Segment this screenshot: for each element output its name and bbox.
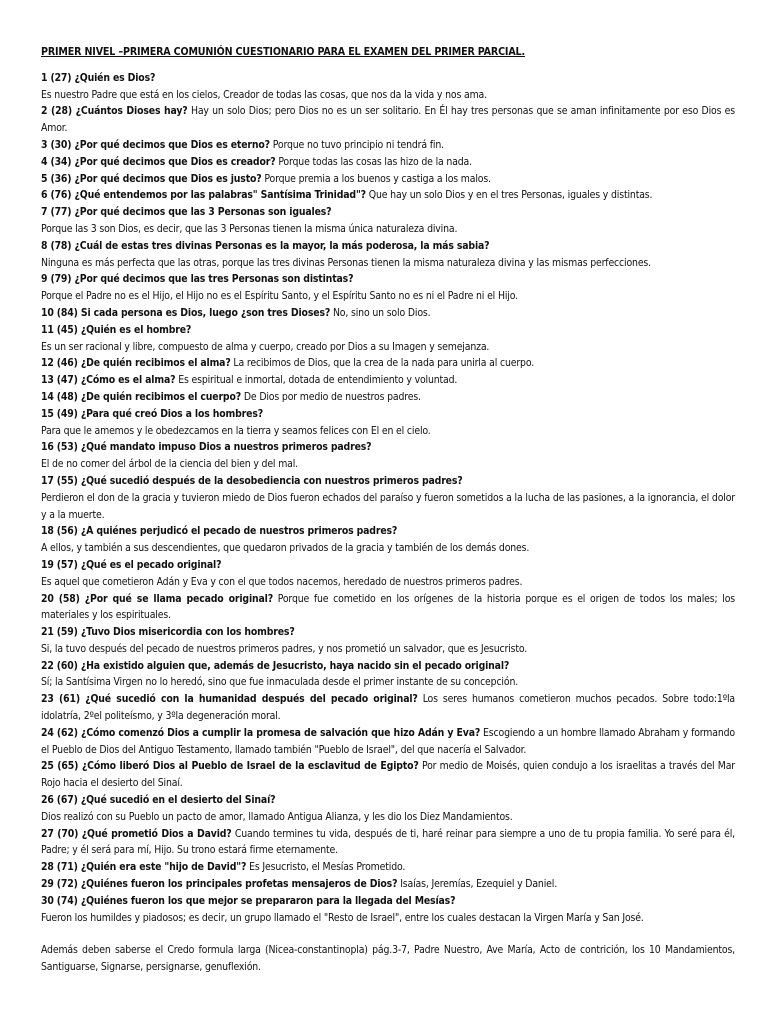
answer-text: El de no comer del árbol de la ciencia del bien y del mal. xyxy=(41,458,299,471)
answer-text: Porque todas las cosas las hizo de la nada. xyxy=(278,155,472,168)
question-item xyxy=(41,70,735,104)
answer-text: Cuando termines tu vida, después de ti, haré reinar para siempre a uno de tu propia familia. Yo seré para él, Padre; y él será para mí, Hijo. Su trono estará firme eternamente. xyxy=(41,827,735,857)
question-item xyxy=(41,171,735,188)
question-text: 3 (30) ¿Por qué decimos que Dios es eterno? xyxy=(41,138,270,151)
question-text: 23 (61) ¿Qué sucedió con la humanidad después del pecado original? xyxy=(41,693,418,706)
question-text: 13 (47) ¿Cómo es el alma? xyxy=(41,374,176,387)
answer-text: Porque las 3 son Dios, es decir, que las 3 Personas tienen la misma única naturaleza divina. xyxy=(41,222,458,235)
question-text: 24 (62) ¿Cómo comenzó Dios a cumplir la promesa de salvación que hizo Adán y Eva? xyxy=(41,726,481,739)
question-item xyxy=(41,137,735,154)
answer-text: Sí; la Santísima Virgen no lo heredó, sino que fue inmaculada desde el primer instante de su concepción. xyxy=(41,676,519,689)
question-item xyxy=(41,792,735,826)
answer-text: Dios realizó con su Pueblo un pacto de amor, llamado Antigua Alianza, y les dio los Diez Mandamientos. xyxy=(41,810,513,823)
question-text: 28 (71) ¿Quién era este "hijo de David"? xyxy=(41,861,247,874)
question-item xyxy=(41,473,735,523)
question-item xyxy=(41,271,735,305)
question-item xyxy=(41,322,735,356)
answer-text: Si, la tuvo después del pecado de nuestros primeros padres, y nos prometió un salvador, que es Jesucristo. xyxy=(41,642,528,655)
question-item xyxy=(41,658,735,692)
question-item xyxy=(41,758,735,792)
question-text: 17 (55) ¿Qué sucedió después de la desobediencia con nuestros primeros padres? xyxy=(41,474,463,487)
question-item xyxy=(41,154,735,171)
answer-text: Perdieron el don de la gracia y tuvieron miedo de Dios fueron echados del paraíso y fueron sometidos a la lucha de las pasiones, a la ignorancia, el dolor y a la muerte. xyxy=(41,491,735,521)
question-text: 15 (49) ¿Para qué creó Dios a los hombres? xyxy=(41,407,264,420)
answer-text: Es espiritual e inmortal, dotada de entendimiento y voluntad. xyxy=(178,374,458,387)
question-text: 21 (59) ¿Tuvo Dios misericordia con los hombres? xyxy=(41,626,295,639)
question-text: 11 (45) ¿Quién es el hombre? xyxy=(41,323,192,336)
document-page xyxy=(41,44,735,976)
answer-text: Porque fue cometido en los orígenes de la historia porque es el origen de todos los males; los materiales y los espirituales. xyxy=(41,592,735,622)
question-text: 22 (60) ¿Ha existido alguien que, además de Jesucristo, haya nacido sin el pecado original? xyxy=(41,659,510,672)
question-item xyxy=(41,893,735,927)
question-text: 14 (48) ¿De quién recibimos el cuerpo? xyxy=(41,390,242,403)
question-item xyxy=(41,591,735,625)
answer-text: Es aquel que cometieron Adán y Eva y con el que todos nacemos, heredado de nuestros primeros padres. xyxy=(41,575,523,588)
answer-text: Es nuestro Padre que está en los cielos, Creador de todas las cosas, que nos da la vida y nos ama. xyxy=(41,88,487,101)
answer-text: Es Jesucristo, el Mesías Prometido. xyxy=(249,861,406,874)
answer-text: Escogiendo a un hombre llamado Abraham y formando el Pueblo de Dios del Antiguo Testamento, llamado también "Pueblo de Israel", del que nacería el Salvador. xyxy=(41,726,735,756)
question-text: 27 (70) ¿Qué prometió Dios a David? xyxy=(41,827,232,840)
answer-text: Porque el Padre no es el Hijo, el Hijo no es el Espíritu Santo, y el Espíritu Santo no es ni el Padre ni el Hijo. xyxy=(41,290,518,303)
question-item xyxy=(41,389,735,406)
question-text: 7 (77) ¿Por qué decimos que las 3 Personas son iguales? xyxy=(41,206,332,219)
answer-text: Es un ser racional y libre, compuesto de alma y cuerpo, creado por Dios a su Imagen y semejanza. xyxy=(41,340,490,353)
question-text: 29 (72) ¿Quiénes fueron los principales profetas mensajeros de Dios? xyxy=(41,878,398,891)
answer-text: Los seres humanos cometieron muchos pecados. Sobre todo:1ºla idolatría, 2ºel politeísmo, y 3ºla degeneración moral. xyxy=(41,693,735,723)
question-text: 30 (74) ¿Quiénes fueron los que mejor se prepararon para la llegada del Mesías? xyxy=(41,894,456,907)
answer-text: Por medio de Moisés, quien condujo a los israelitas a través del Mar Rojo hacia el desierto del Sinaí. xyxy=(41,760,735,790)
question-item xyxy=(41,826,735,860)
question-item xyxy=(41,523,735,557)
question-item xyxy=(41,624,735,658)
answer-text: Porque no tuvo principio ni tendrá fin. xyxy=(272,138,444,151)
answer-text: Porque premia a los buenos y castiga a los malos. xyxy=(264,172,491,185)
question-item xyxy=(41,103,735,137)
question-item xyxy=(41,406,735,440)
question-list xyxy=(41,70,735,927)
answer-text: Hay un solo Dios; pero Dios no es un ser solitario. En Él hay tres personas que se aman infinitamente por eso Dios es Amor. xyxy=(41,105,735,135)
question-item xyxy=(41,355,735,372)
question-item xyxy=(41,204,735,238)
question-text: 1 (27) ¿Quién es Dios? xyxy=(41,71,156,84)
answer-text: A ellos, y también a sus descendientes, que quedaron privados de la gracia y también de los demás dones. xyxy=(41,542,530,555)
question-text: 18 (56) ¿A quiénes perjudicó el pecado de nuestros primeros padres? xyxy=(41,525,398,538)
question-item xyxy=(41,557,735,591)
question-text: 9 (79) ¿Por qué decimos que las tres Personas son distintas? xyxy=(41,273,354,286)
question-text: 8 (78) ¿Cuál de estas tres divinas Personas es la mayor, la más poderosa, la más sabia? xyxy=(41,239,490,252)
question-text: 2 (28) ¿Cuántos Dioses hay? xyxy=(41,105,188,118)
answer-text: Isaías, Jeremías, Ezequiel y Daniel. xyxy=(400,878,558,891)
question-text: 6 (76) ¿Qué entendemos por las palabras" Santísima Trinidad"? xyxy=(41,189,366,202)
answer-text: Para que le amemos y le obedezcamos en la tierra y seamos felices con El en el cielo. xyxy=(41,424,431,437)
question-item xyxy=(41,691,735,725)
question-text: 25 (65) ¿Cómo liberó Dios al Pueblo de Israel de la esclavitud de Egipto? xyxy=(41,760,419,773)
question-text: 16 (53) ¿Qué mandato impuso Dios a nuestros primeros padres? xyxy=(41,441,372,454)
question-text: 19 (57) ¿Qué es el pecado original? xyxy=(41,558,222,571)
answer-text: La recibimos de Dios, que la crea de la nada para unirla al cuerpo. xyxy=(233,357,535,370)
question-item xyxy=(41,439,735,473)
question-text: 20 (58) ¿Por qué se llama pecado original? xyxy=(41,592,273,605)
question-item xyxy=(41,238,735,272)
question-item xyxy=(41,725,735,759)
answer-text: Fueron los humildes y piadosos; es decir, un grupo llamado el "Resto de Israel", entre los cuales destacan la Virgen María y San José. xyxy=(41,911,644,924)
question-item xyxy=(41,305,735,322)
question-text: 12 (46) ¿De quién recibimos el alma? xyxy=(41,357,231,370)
answer-text: No, sino un solo Dios. xyxy=(332,306,431,319)
document-title: PRIMER NIVEL –PRIMERA COMUNIÓN CUESTIONARIO PARA EL EXAMEN DEL PRIMER PARCIAL. xyxy=(41,46,525,58)
question-item xyxy=(41,372,735,389)
answer-text: De Dios por medio de nuestros padres. xyxy=(243,390,421,403)
question-item xyxy=(41,859,735,876)
question-text: 26 (67) ¿Qué sucedió en el desierto del Sinaí? xyxy=(41,794,276,807)
answer-text: Que hay un solo Dios y en el tres Personas, iguales y distintas. xyxy=(368,189,653,202)
question-item xyxy=(41,876,735,893)
question-text: 4 (34) ¿Por qué decimos que Dios es creador? xyxy=(41,155,276,168)
answer-text: Ninguna es más perfecta que las otras, porque las tres divinas Personas tienen la misma naturaleza divina y las mismas perfecciones. xyxy=(41,256,651,269)
question-text: 10 (84) Si cada persona es Dios, luego ¿son tres Dioses? xyxy=(41,306,331,319)
question-item xyxy=(41,187,735,204)
question-text: 5 (36) ¿Por qué decimos que Dios es justo? xyxy=(41,172,262,185)
footer-note: Además deben saberse el Credo formula larga (Nicea-constantinopla) pág.3-7, Padre Nuestro, Ave María, Acto de contrición, los 10 Mandamientos, Santiguarse, Signarse, persignarse, genuflexión. xyxy=(41,944,735,974)
